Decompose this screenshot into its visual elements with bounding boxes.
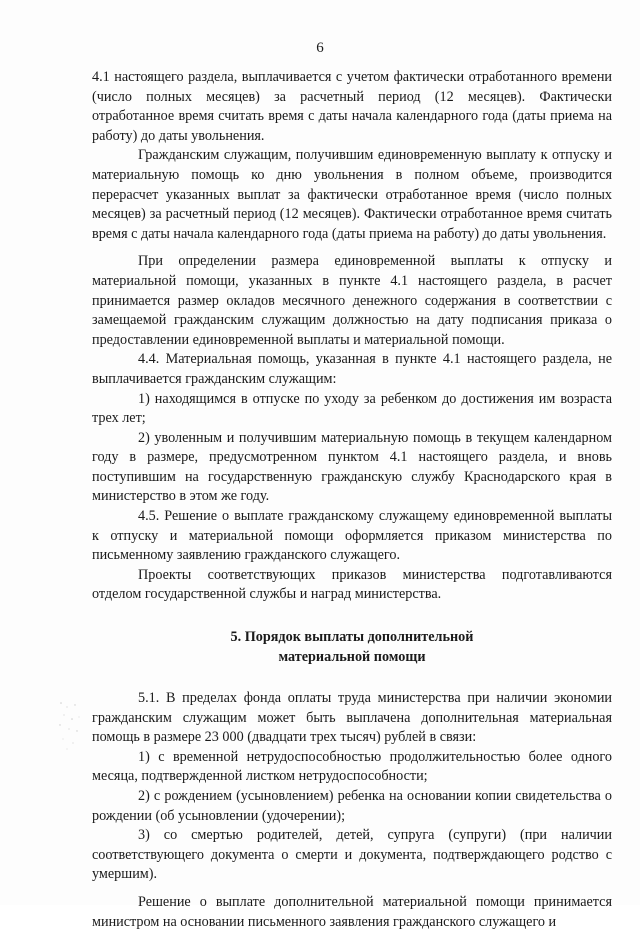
paragraph: 4.4. Материальная помощь, указанная в пункте 4.1 настоящего раздела, не выплачивается гражданским служащим: (92, 351, 612, 387)
paragraph: 4.5. Решение о выплате гражданскому служащему единовременной выплаты к отпуску и материальной помощи оформляется приказом министерства по письменному заявлению гражданского служащего. (92, 508, 612, 564)
document-body (92, 68, 612, 932)
paragraph: Гражданским служащим, получившим единовременную выплату к отпуску и материальную помощь ко дню увольнения в полном объеме, производится перерасчет указанных выплат за фактически отработанное время (число полных месяцев) за расчетный период (12 месяцев). Фактически отработанное время считать время с даты начала календарного года (даты приема на работу) до даты увольнения. (92, 147, 612, 242)
paragraph: При определении размера единовременной выплаты к отпуску и материальной помощи, указанных в пункте 4.1 настоящего раздела, в расчет принимается размер окладов месячного денежного содержания в соответствии с замещаемой гражданским служащим должностью на дату подписания приказа о предоставлении единовременной выплаты и материальной помощи. (92, 253, 612, 348)
paragraph: 4.1 настоящего раздела, выплачивается с учетом фактически отработанного времени (число полных месяцев) за расчетный период (12 месяцев). Фактически отработанное время считать время с даты начала календарного года (даты приема на работу) до даты увольнения. (92, 69, 612, 144)
section-heading-line: 5. Порядок выплаты дополнительной (230, 629, 474, 646)
page-number: 6 (316, 40, 324, 56)
section-heading-line: материальной помощи (278, 649, 426, 666)
list-item: 2) уволенным и получившим материальную помощь в текущем календарном году в размере, предусмотренном пунктом 4.1 настоящего раздела, и вновь поступившим на государственную гражданскую службу Краснодарского края в министерство в этом же году. (92, 429, 612, 505)
section-heading (92, 627, 612, 667)
paragraph: 5.1. В пределах фонда оплаты труда министерства при наличии экономии гражданским служащим может быть выплачена дополнительная материальная помощь в размере 23 000 (двадцати трех тысяч) рублей в связи: (92, 690, 612, 746)
list-item: 2) с рождением (усыновлением) ребенка на основании копии свидетельства о рождении (об усыновлении (удочерении); (92, 788, 612, 824)
list-item: 1) с временной нетрудоспособностью продолжительностью более одного месяца, подтвержденной листком нетрудоспособности; (92, 748, 612, 785)
list-item: 1) находящимся в отпуске по уходу за ребенком до достижения им возраста трех лет; (92, 390, 612, 427)
paragraph: Проекты соответствующих приказов министерства подготавливаются отделом государственной службы и наград министерства. (92, 566, 612, 603)
paragraph: Решение о выплате дополнительной материальной помощи принимается министром на основании письменного заявления гражданского служащего и (92, 893, 612, 930)
scan-noise-icon (55, 695, 85, 755)
list-item: 3) со смертью родителей, детей, супруга (супруги) (при наличии соответствующего документа о смерти и документа, подтверждающего родство с умершим). (92, 827, 612, 883)
